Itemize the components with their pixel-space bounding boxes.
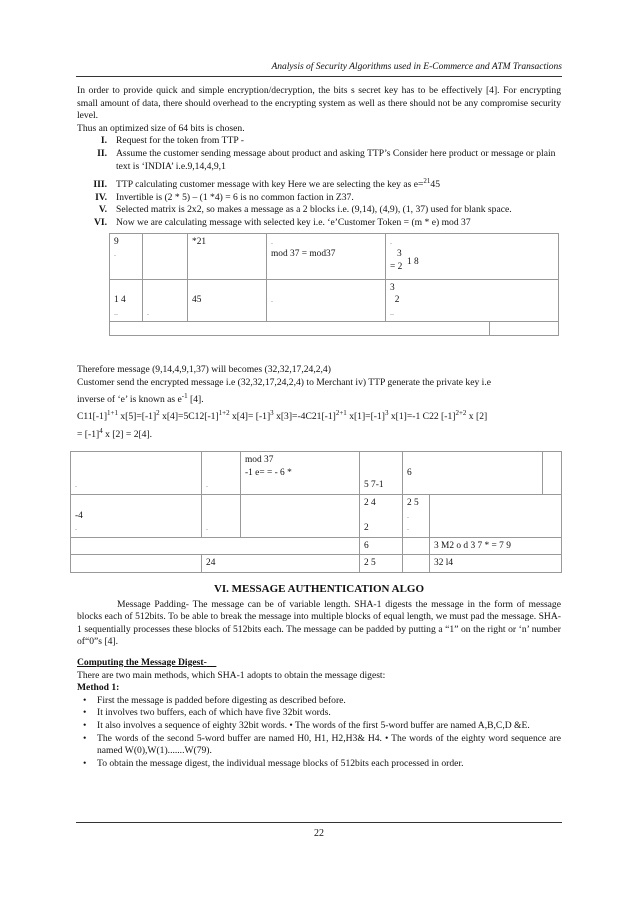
step-text: TTP calculating customer message with key Here we are selecting the key as e=	[116, 179, 424, 191]
result-line: Customer send the encrypted message i.e (32,32,17,24,2,4) to Merchant iv) TTP generate the private key i.e	[77, 376, 492, 388]
formula-part: 1+2	[218, 409, 230, 418]
list-item: • The words of the second 5-word buffer are named H0, H1, H2,H3& H4. • The words of the eighty word sequence are named W(0),W(1).......W(79).	[83, 732, 561, 757]
list-item: • To obtain the message digest, the individual message blocks of 512bits each processed in order.	[83, 757, 464, 769]
formula-part: 1+1	[107, 409, 118, 418]
method-bullets	[77, 695, 561, 771]
table-cell: .	[202, 452, 241, 495]
matrix-table-2	[70, 451, 562, 573]
table-cell: 45	[188, 279, 267, 322]
table-cell: .	[143, 279, 188, 322]
digest-intro: There are two main methods, which SHA-1 adopts to obtain the message digest:	[77, 669, 386, 681]
table-cell: mod 37 -1 e= = - 6 *	[241, 452, 360, 495]
matrix-table-1	[109, 233, 559, 337]
table-cell: . 3 = 2 1 8	[386, 233, 559, 279]
step-text: Now we are calculating message with selected key i.e. ‘e’Customer Token = (m * e) mod 37	[116, 216, 471, 228]
formula-part: C11[-1]	[77, 411, 108, 423]
table-cell: 1 4 ..	[110, 279, 143, 322]
step-item	[77, 179, 561, 192]
step-text: Request for the token from TTP -	[116, 135, 244, 147]
bullet-icon: •	[83, 694, 87, 706]
step-number: III.	[93, 179, 107, 191]
formula-part: 2+1	[335, 409, 347, 418]
table-cell	[542, 452, 562, 495]
step-text: Selected matrix is 2x2, so makes a message as a 2 blocks i.e. (9,14), (4,9), (1, 37) used for blank space.	[116, 204, 512, 216]
table-cell: 6	[403, 452, 543, 495]
table-cell: 6	[360, 537, 403, 555]
step-number: VI.	[93, 216, 107, 228]
formula-part: 2	[156, 409, 160, 418]
table-cell: . mod 37 = mod37	[267, 233, 386, 279]
list-item: • First the message is padded before digesting as described before.	[83, 694, 346, 706]
header-rule	[76, 76, 562, 77]
table-cell: .	[267, 279, 386, 322]
list-item: • It also involves a sequence of eighty 32bit words. • The words of the first 5-word buffer are named A,B,C,D &E.	[83, 719, 530, 731]
step-number: V.	[98, 204, 107, 216]
table-cell: 32 l4	[430, 555, 562, 573]
table-cell: 2 5 . .	[403, 495, 430, 538]
table-cell: *21	[188, 233, 267, 279]
formula-part: x[5]=[-1]	[117, 411, 157, 423]
table-cell: .	[202, 495, 241, 538]
steps-list	[77, 135, 561, 229]
formula-part: x [2]	[466, 411, 488, 423]
bullet-icon: •	[83, 707, 87, 719]
formula-part: x[3]=-4C21[-1]	[273, 411, 336, 423]
step-number: IV.	[95, 191, 107, 203]
inverse-formula	[77, 411, 561, 424]
step-number: II.	[97, 147, 107, 159]
page-number: 22	[314, 828, 324, 839]
inverse-line: inverse of ‘e’ is known as $e^{-1}$ [4].	[77, 391, 204, 405]
running-header: Analysis of Security Algorithms used in E-Commerce and ATM Transactions	[271, 62, 562, 72]
table-cell	[430, 495, 562, 538]
table-cell	[71, 537, 360, 555]
step-item	[77, 192, 561, 205]
table-cell	[490, 322, 559, 336]
step-item	[77, 148, 561, 173]
section-heading: VI. MESSAGE AUTHENTICATION ALGO	[213, 583, 425, 596]
step-item	[77, 217, 561, 230]
bullet-icon: •	[83, 732, 87, 744]
table-cell	[403, 555, 430, 573]
formula-part: x[1]=-1 C22 [-1]	[388, 411, 456, 423]
table-cell	[143, 233, 188, 279]
key-value: 45	[430, 179, 441, 191]
table-cell: 9 .	[110, 233, 143, 279]
step-number: I.	[100, 135, 107, 147]
footer-rule	[76, 822, 562, 823]
table-cell	[241, 495, 360, 538]
key-superscript: 21	[423, 177, 431, 186]
table-cell: -4 .	[71, 495, 202, 538]
step-text: Assume the customer sending message about product and asking TTP’s Consider here product or message or plain text is ‘INDIA’ i.e.9,14,4,9,1	[116, 147, 556, 172]
table-cell: 3 2 ..	[386, 279, 559, 322]
formula-part: x[1]=[-1]	[346, 411, 385, 423]
formula-part: x[4]= [-1]	[229, 411, 271, 423]
formula-part: x[4]=5C12[-1]	[159, 411, 219, 423]
formula-part: 3	[270, 409, 274, 418]
list-item: • It involves two buffers, each of which have five 32bit words.	[83, 707, 331, 719]
table-cell: 5 7-1	[360, 452, 403, 495]
digest-heading: Computing the Message Digest-	[77, 657, 207, 668]
table-cell: .	[71, 452, 202, 495]
table-cell	[403, 537, 430, 555]
bullet-icon: •	[83, 719, 87, 731]
result-line: Therefore message (9,14,4,9,1,37) will becomes (32,32,17,24,2,4)	[77, 364, 331, 376]
formula-part: 2+2	[455, 409, 467, 418]
table-cell: 2 4 2	[360, 495, 403, 538]
intro-paragraph-2: Thus an optimized size of 64 bits is chosen.	[77, 122, 245, 134]
padding-paragraph: Message Padding- The message can be of variable length. SHA-1 digests the message in the form of message blocks each of 512bits. To be able to break the message into multiple blocks of equal length, we must pad the message. SHA-1 sequentially processes these blocks of 512bits each. The message can be padded by putting a “1” on the right or ‘n’ number of“0”s [4].	[77, 598, 561, 648]
step-text: Invertible is (2 * 5) – (1 *4) = 6 is no common faction in Z37.	[116, 191, 354, 203]
inverse-formula-2: = $[-1]^4$ x [2] = 2[4].	[77, 426, 153, 440]
table-cell: 3 M2 o d 3 7 * = 7 9	[430, 537, 562, 555]
formula-part: 3	[384, 409, 389, 418]
page-content	[77, 85, 561, 770]
step-item	[77, 204, 561, 217]
step-item	[77, 135, 561, 148]
table-cell	[71, 555, 202, 573]
bullet-icon: •	[83, 757, 87, 769]
table-cell: 24	[202, 555, 360, 573]
method-label: Method 1:	[77, 682, 120, 694]
table-cell: 2 5	[360, 555, 403, 573]
table-cell	[110, 322, 490, 336]
intro-paragraph: In order to provide quick and simple encryption/decryption, the bits s secret key has to be effectively [4]. For encrypting small amount of data, there should overhead to the encrypting system as well as there should not be any compromise security level.	[77, 85, 561, 122]
